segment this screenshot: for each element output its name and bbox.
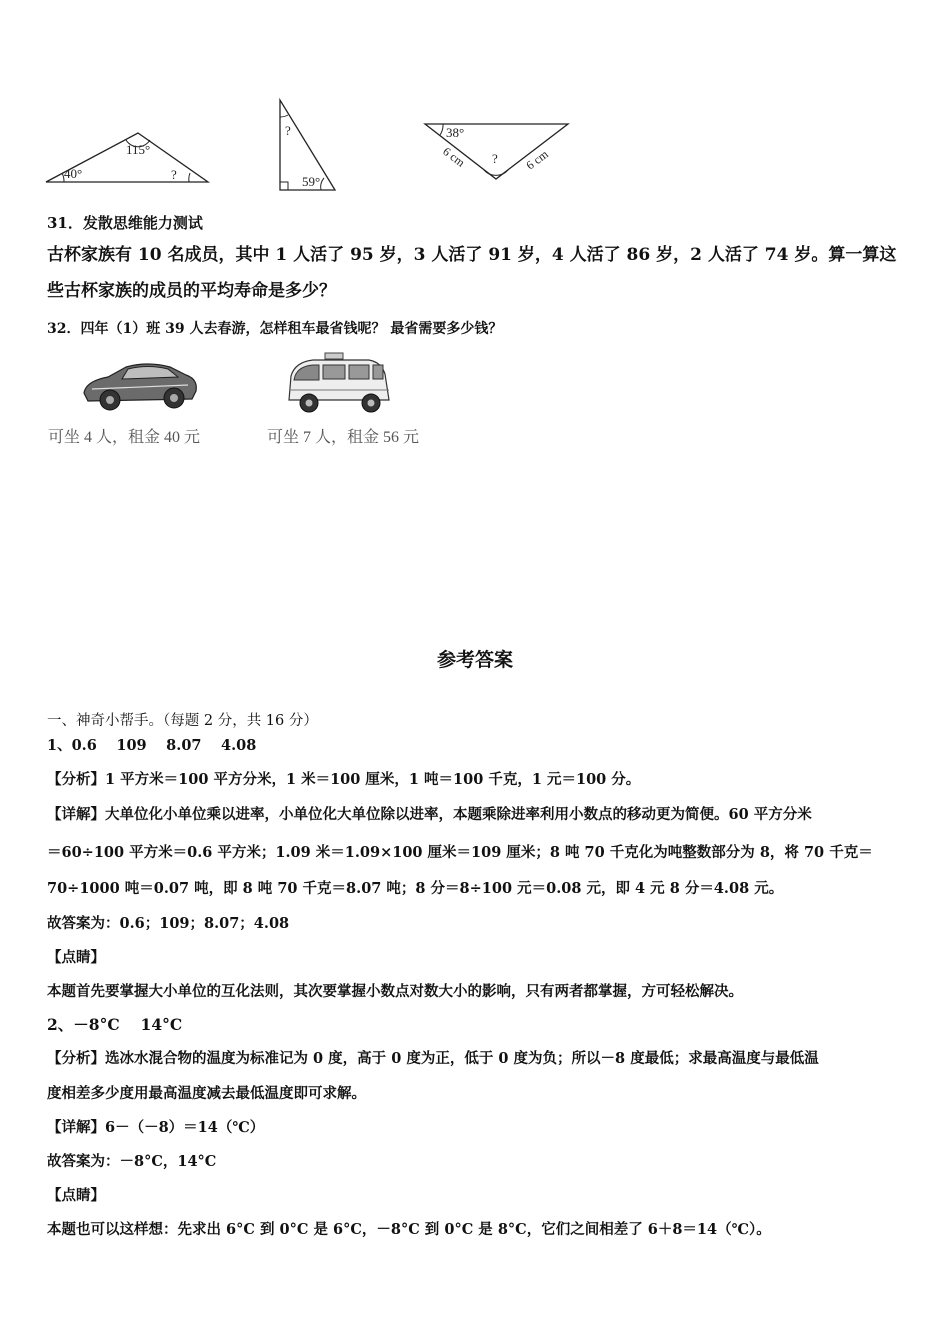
- sports-car-illustration: [78, 355, 203, 415]
- triangle-1: [46, 133, 208, 182]
- triangle-3: [425, 124, 568, 179]
- answer-2-tip: 本题也可以这样想：先求出 6°C 到 0°C 是 6°C，－8°C 到 0°C 是 8°C，它们之间相差了 6＋8＝14（℃）。: [47, 1221, 771, 1238]
- answer-2-analysis-1: 【分析】选冰水混合物的温度为标准记为 0 度，高于 0 度为正，低于 0 度为负；所以－8 度最低；求最高温度与最低温: [47, 1050, 819, 1067]
- answer-1-tip-label: 【点睛】: [47, 949, 105, 966]
- q31-line-2: 些古杯家族的成员的平均寿命是多少？: [47, 281, 336, 301]
- answer-2-tip-label: 【点睛】: [47, 1187, 105, 1204]
- triangle-1-top-angle: 115°: [126, 142, 151, 157]
- van-caption: 可坐 7 人，租金 56 元: [267, 429, 420, 446]
- answer-2: 2、－8°C 14°C: [47, 1015, 183, 1034]
- answer-1-final: 故答案为：0.6；109；8.07；4.08: [47, 915, 290, 932]
- triangle-2-bottom-angle: 59°: [302, 174, 321, 189]
- triangle-3-right-side: 6 cm: [523, 146, 551, 173]
- triangle-2: [280, 100, 335, 190]
- triangle-3-left-side: 6 cm: [440, 144, 468, 170]
- q31-line-1: 古杯家族有 10 名成员，其中 1 人活了 95 岁，3 人活了 91 岁，4 人活了 86 岁，2 人活了 74 岁。算一算这: [47, 245, 897, 265]
- section-1-title: 一、神奇小帮手。（每题 2 分，共 16 分）: [47, 713, 318, 729]
- answer-2-detail: 【详解】6－（－8）＝14（℃）: [47, 1119, 265, 1136]
- triangle-3-left-angle: 38°: [446, 125, 465, 140]
- triangle-1-left-angle: 40°: [64, 166, 83, 181]
- triangle-1-unknown: ?: [171, 167, 177, 182]
- answer-1-tip: 本题首先要掌握大小单位的互化法则，其次要掌握小数点对数大小的影响，只有两者都掌握，方可轻松解决。: [47, 983, 743, 1000]
- van-illustration: [285, 350, 395, 420]
- answer-1-detail-1: 【详解】大单位化小单位乘以进率，小单位化大单位除以进率，本题乘除进率利用小数点的移动更为简便。60 平方分米: [47, 806, 812, 823]
- answer-2-analysis-2: 度相差多少度用最高温度减去最低温度即可求解。: [47, 1085, 366, 1102]
- triangle-figures: [40, 95, 600, 195]
- triangle-3-unknown: ?: [492, 151, 498, 166]
- answers-heading: 参考答案: [436, 649, 513, 671]
- answer-2-final: 故答案为：－8°C，14°C: [47, 1153, 217, 1170]
- q31-title: 31．发散思维能力测试: [47, 214, 203, 232]
- answer-1-analysis: 【分析】1 平方米＝100 平方分米，1 米＝100 厘米，1 吨＝100 千克，1 元＝100 分。: [47, 771, 641, 788]
- q32-title: 32．四年（1）班 39 人去春游，怎样租车最省钱呢？ 最省需要多少钱？: [47, 321, 503, 337]
- answer-1-detail-2: ＝60÷100 平方米＝0.6 平方米；1.09 米＝1.09×100 厘米＝109 厘米；8 吨 70 千克化为吨整数部分为 8，将 70 千克＝: [47, 844, 873, 861]
- answer-1: 1、0.6 109 8.07 4.08: [47, 737, 257, 754]
- car-caption: 可坐 4 人，租金 40 元: [48, 429, 201, 446]
- answer-1-detail-3: 70÷1000 吨＝0.07 吨，即 8 吨 70 千克＝8.07 吨；8 分＝8÷100 元＝0.08 元，即 4 元 8 分＝4.08 元。: [47, 880, 784, 897]
- triangle-2-unknown: ?: [285, 123, 291, 138]
